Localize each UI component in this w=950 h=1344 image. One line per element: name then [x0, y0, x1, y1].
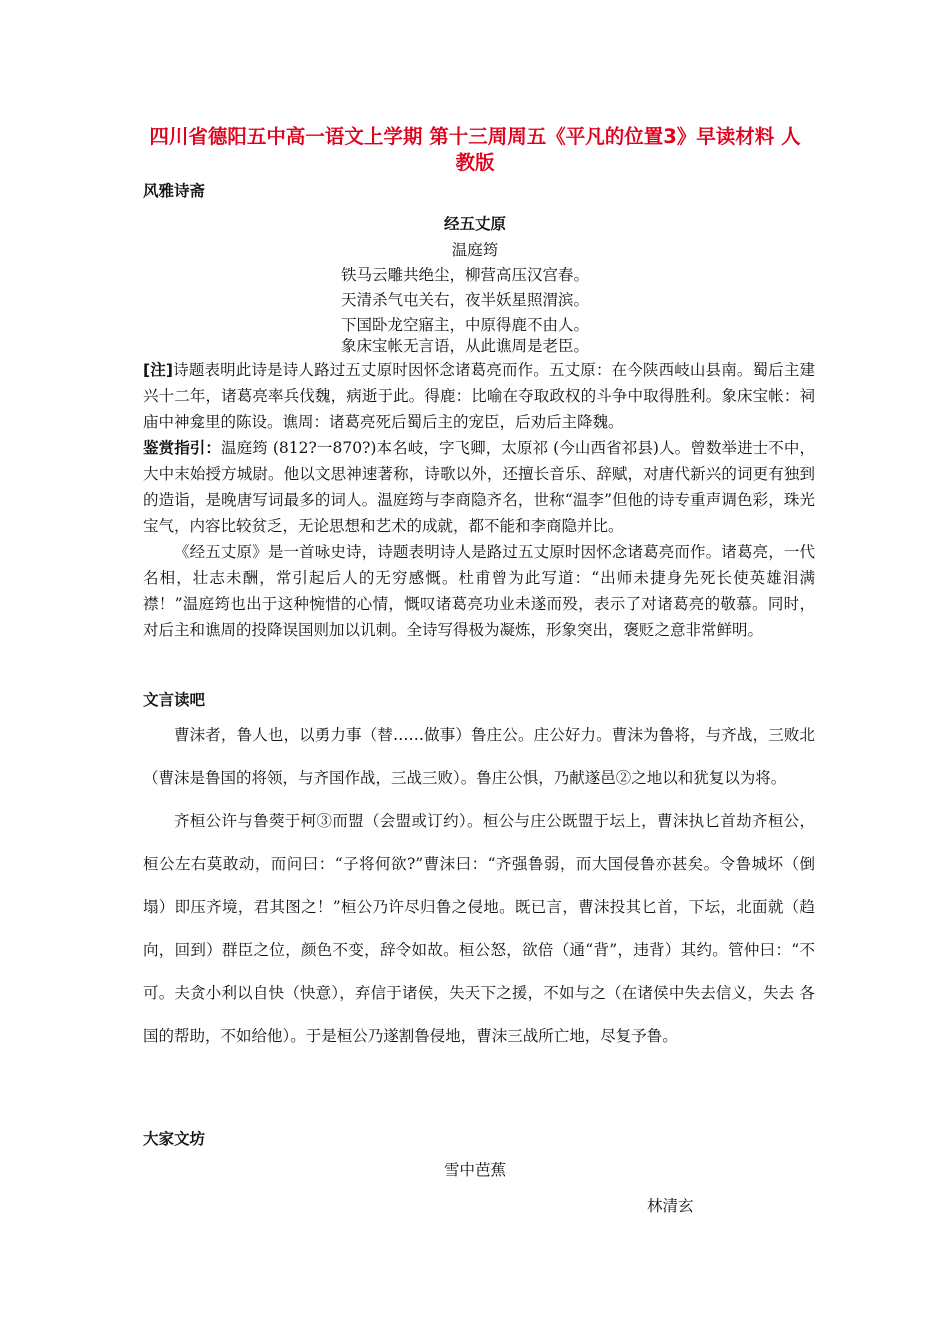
poem-line: 下国卧龙空寤主，中原得鹿不由人。 — [341, 316, 590, 334]
poem-line: 天清杀气屯关右，夜半妖星照渭滨。 — [341, 291, 590, 309]
section-heading-classical: 文言读吧 — [143, 691, 206, 709]
essay-author: 林清玄 — [647, 1197, 694, 1215]
annotation-block — [143, 357, 815, 643]
appreciation-label: 鉴赏指引： — [143, 439, 222, 457]
classical-paragraph-1: 曹沫者，鲁人也，以勇力事（替……做事）鲁庄公。庄公好力。曹沫为鲁将，与齐战，三败北（曹沫是鲁国的将领，与齐国作战，三战三败）。鲁庄公惧，乃献遂邑②之地以和犹复以为将。 — [143, 726, 815, 787]
classical-paragraph-2: 齐桓公许与鲁葖于柯③而盟（会盟或订约）。桓公与庄公既盟于坛上，曹沫执匕首劫齐桓公，桓公左右莫敢动，而问曰：“子将何欲?”曹沫曰：“齐强鲁弱，而大国侵鲁亦甚矣。令鲁城坏（倒塌）即压齐境，君其图之！”桓公乃许尽归鲁之侵地。既已言，曹沫投其匕首，下坛，北面就（趋向，回到）群臣之位，颜色不变，辞令如故。桓公怒，欲倍（通“背”，违背）其约。管仲曰：“不可。夫贪小利以自快（快意），弃信于诸侯，失天下之援，不如与之（在诸侯中失去信义，失去 各国的帮助，不如给他）。于是桓公乃遂割鲁侵地，曹沫三战所亡地，尽复予鲁。 — [143, 812, 815, 1045]
poem-line: 铁马云雕共绝尘，柳营高压汉宫春。 — [341, 266, 590, 284]
document-title: 四川省德阳五中高一语文上学期 第十三周周五《平凡的位置3》早读材料 人教版 — [149, 125, 801, 174]
poem-author: 温庭筠 — [451, 241, 499, 259]
section-heading-essay: 大家文坊 — [143, 1130, 206, 1148]
poem-line: 象床宝帐无言语，从此谯周是老臣。 — [341, 337, 590, 355]
appreciation-paragraph-1: 温庭筠 (812?一870?)本名岐，字飞卿，太原祁 (今山西省祁县)人。曾数举进士不中，大中末始授方城尉。他以文思神速著称，诗歌以外，还擅长音乐、辞赋，对唐代新兴的词更有独到的造诣，是晚唐写词最多的词人。温庭筠与李商隐齐名，世称“温李”但他的诗专重声调色彩，珠光宝气，内容比较贫乏，无论思想和艺术的成就，都不能和李商隐并比。 — [143, 439, 815, 535]
classical-text — [143, 714, 815, 1058]
note-text: 诗题表明此诗是诗人路过五丈原时因怀念诸葛亮而作。五丈原：在今陕西岐山县南。蜀后主建兴十二年，诸葛亮率兵伐魏，病逝于此。得鹿：比喻在夺取政权的斗争中取得胜利。象床宝帐：祠庙中神龛里的陈设。谯周：诸葛亮死后蜀后主的宠臣，后劝后主降魏。 — [143, 361, 815, 431]
section-heading-poetry: 风雅诗斋 — [143, 182, 206, 200]
essay-title: 雪中芭蕉 — [443, 1161, 506, 1179]
appreciation-paragraph-2: 《经五丈原》是一首咏史诗，诗题表明诗人是路过五丈原时因怀念诸葛亮而作。诸葛亮，一代名相，壮志未酬，常引起后人的无穷感慨。杜甫曾为此写道：“出师未捷身先死长使英雄泪满襟！”温庭筠也出于这种惋惜的心情，慨叹诸葛亮功业未遂而殁，表示了对诸葛亮的敬慕。同时，对后主和谯周的投降误国则加以讥刺。全诗写得极为凝炼，形象突出，褒贬之意非常鲜明。 — [143, 543, 815, 639]
note-label: [注] — [143, 361, 173, 379]
poem-title: 经五丈原 — [443, 215, 506, 233]
